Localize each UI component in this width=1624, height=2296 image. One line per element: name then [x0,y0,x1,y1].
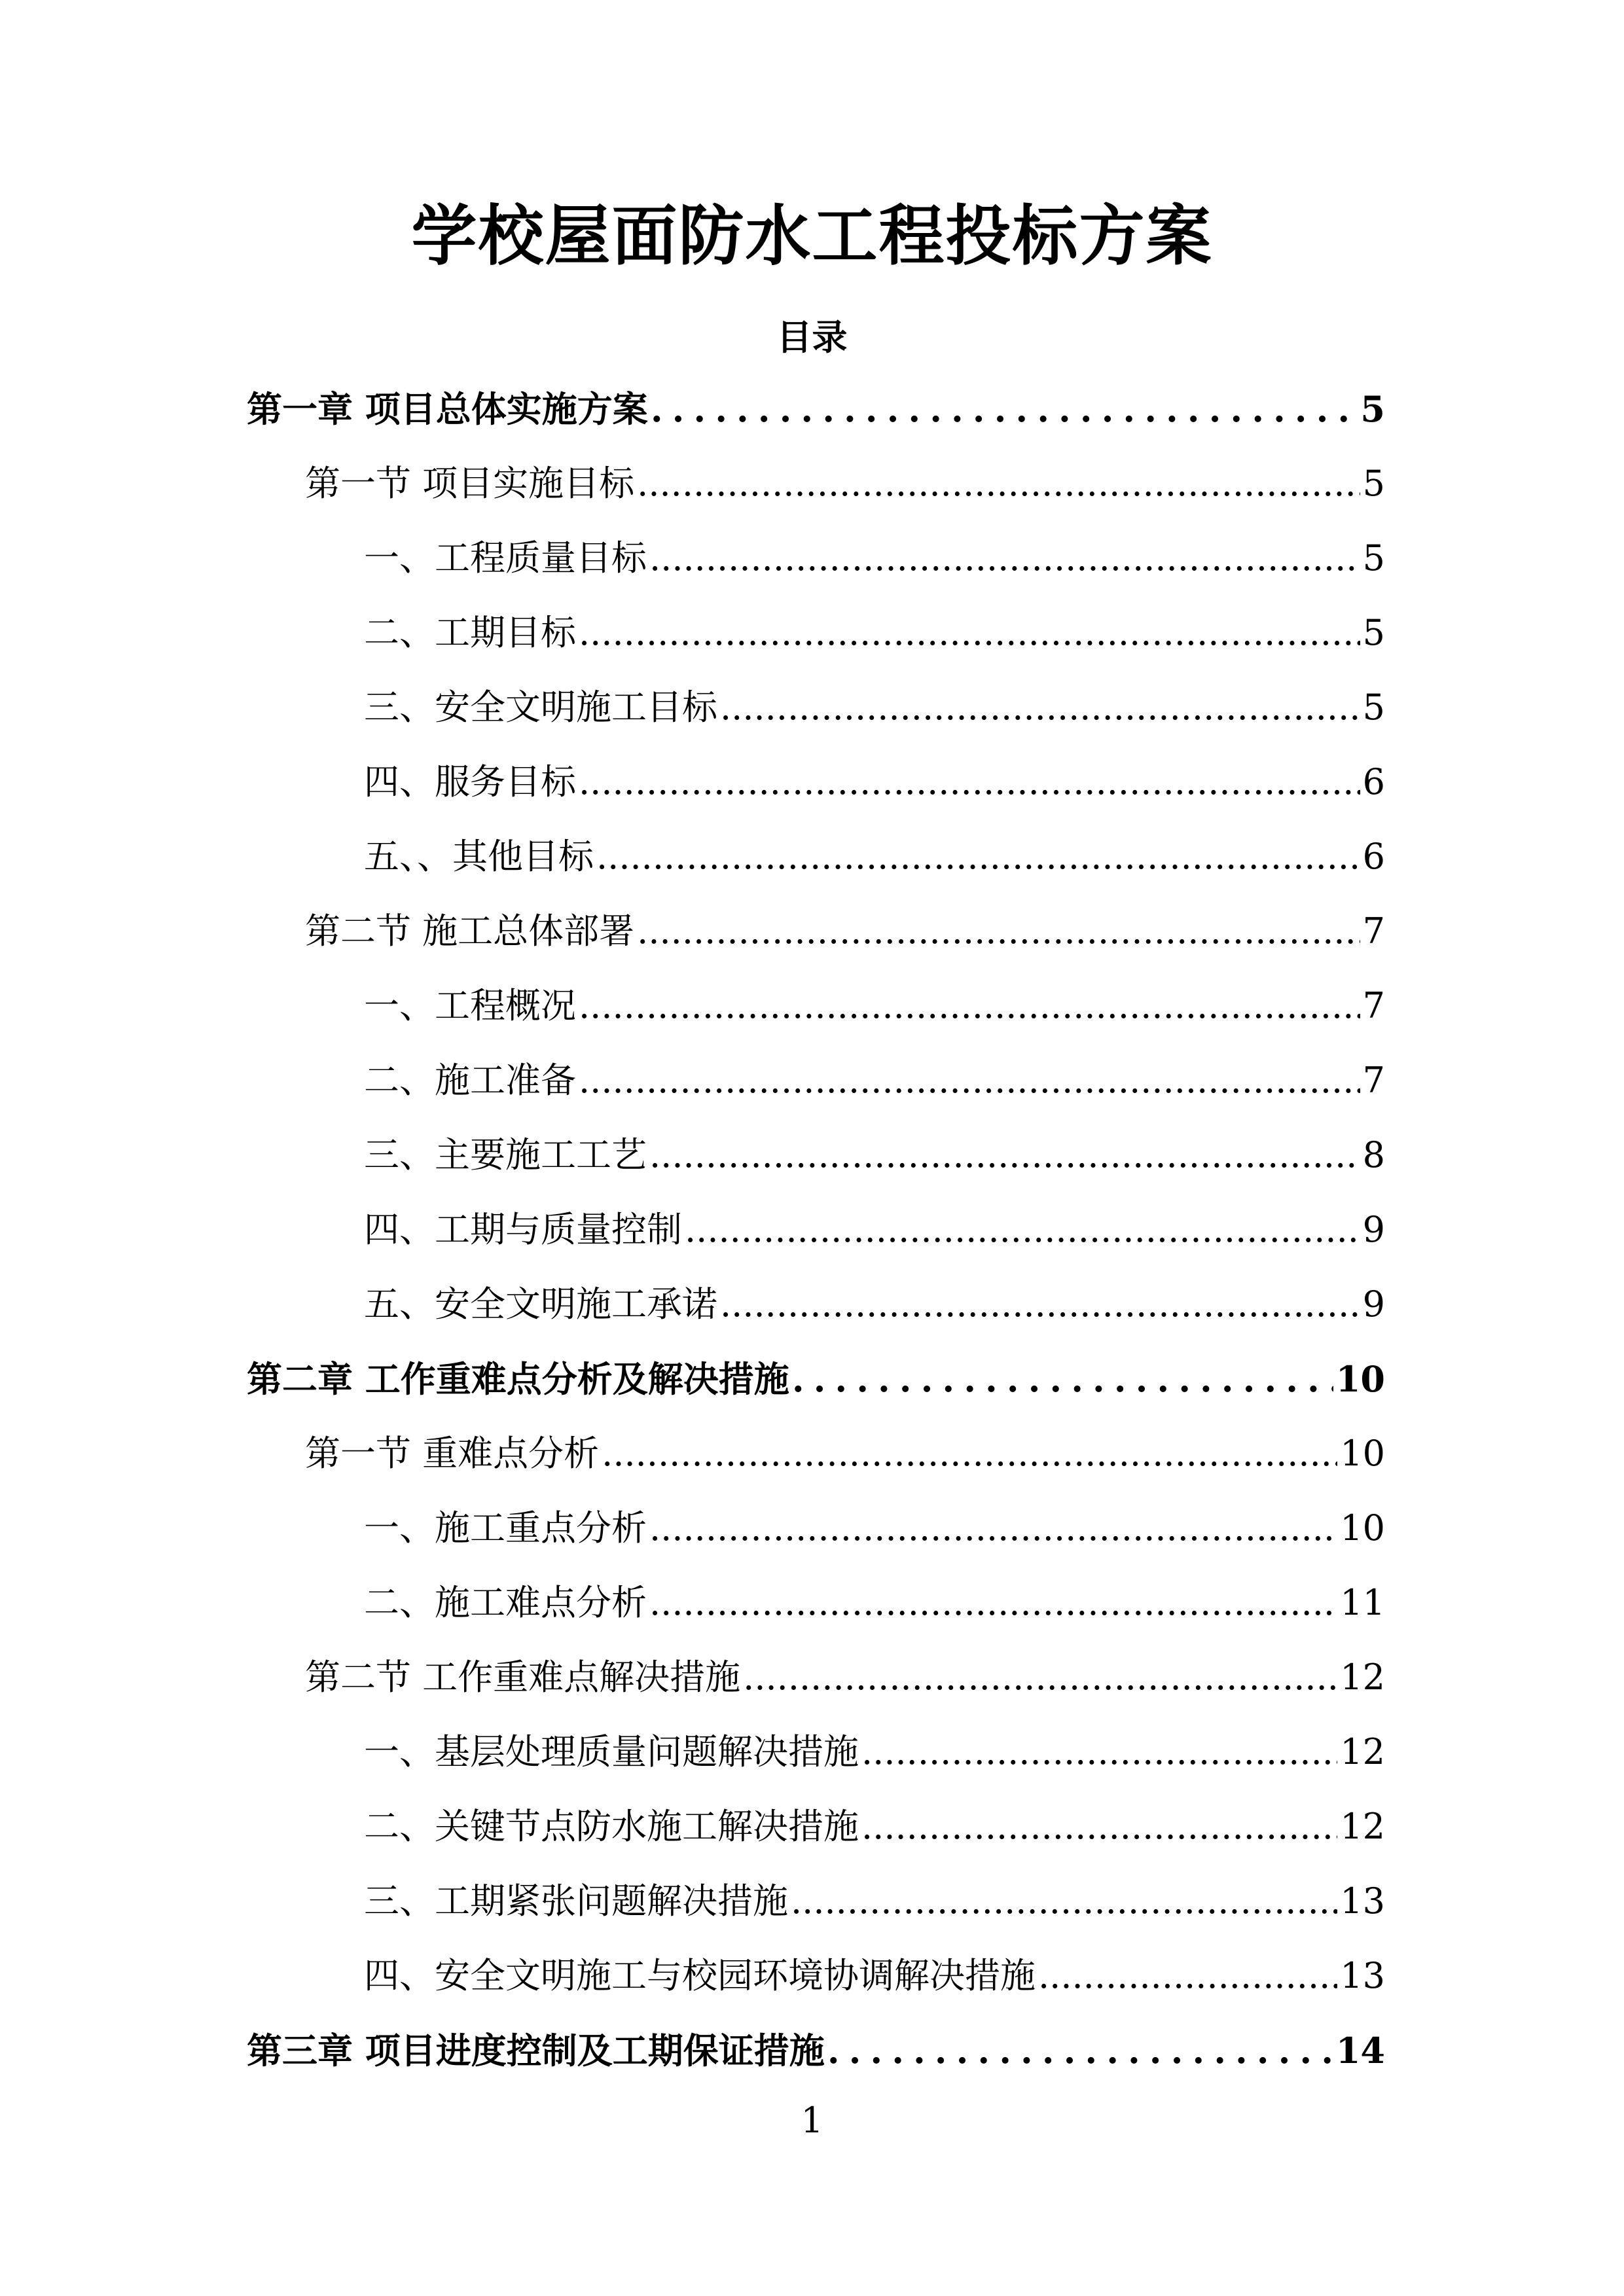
toc-entry-label: 第二章 工作重难点分析及解决措施 [247,1358,789,1400]
toc-leader-dots [649,535,1360,581]
toc-entry-page: 5 [1360,388,1385,430]
toc-entry-page: 7 [1362,910,1385,952]
toc-entry-item[interactable] [364,834,1385,880]
toc-entry-label: 一、基层处理质量问题解决措施 [364,1731,859,1772]
toc-entry-page: 5 [1362,612,1385,653]
toc-entry-label: 第二节 施工总体部署 [305,910,635,952]
toc-entry-page: 10 [1340,1433,1385,1474]
toc-entry-chapter[interactable] [247,2028,1385,2073]
toc-leader-dots [637,908,1360,954]
toc-entry-page: 7 [1362,1060,1385,1101]
toc-entry-page: 14 [1335,2030,1385,2072]
toc-entry-label: 第三章 项目进度控制及工期保证措施 [247,2030,825,2072]
toc-entry-label: 二、工期目标 [364,612,576,653]
toc-entry-page: 11 [1340,1582,1385,1623]
toc-entry-label: 第一节 重难点分析 [305,1433,600,1474]
toc-entry-page: 8 [1362,1134,1385,1175]
toc-entry-page: 9 [1362,1209,1385,1250]
toc-entry-page: 5 [1362,687,1385,728]
toc-entry-label: 一、工程概况 [364,985,576,1026]
toc-entry-label: 三、主要施工工艺 [364,1134,647,1175]
toc-entry-label: 五、、其他目标 [364,836,594,877]
toc-entry-chapter[interactable] [247,1356,1385,1402]
toc-leader-dots [579,1058,1360,1103]
toc-entry-item[interactable] [364,1132,1385,1178]
toc-entry-item[interactable] [364,685,1385,730]
toc-heading: 目录 [776,316,848,358]
toc-entry-item[interactable] [364,983,1385,1029]
toc-entry-label: 一、工程质量目标 [364,537,647,579]
toc-leader-dots [792,1356,1333,1403]
toc-leader-dots [685,1207,1360,1253]
toc-entry-label: 第一节 项目实施目标 [305,463,635,504]
toc-entry-label: 三、工期紧张问题解决措施 [364,1880,788,1922]
toc-leader-dots [649,1505,1337,1551]
document-title: 学校屋面防水工程投标方案 [411,197,1213,274]
toc-entry-label: 一、施工重点分析 [364,1507,647,1549]
toc-leader-dots [720,685,1360,730]
toc-entry-item[interactable] [364,1804,1385,1850]
toc-entry-label: 四、服务目标 [364,761,576,802]
toc-entry-page: 12 [1340,1731,1385,1772]
toc-leader-dots [637,461,1360,507]
toc-leader-dots [720,1282,1360,1327]
toc-entry-page: 6 [1362,761,1385,802]
toc-entry-item[interactable] [364,1729,1385,1775]
toc-entry-item[interactable] [364,1878,1385,1924]
toc-entry-label: 二、施工准备 [364,1060,576,1101]
toc-entry-section[interactable] [305,461,1385,507]
toc-leader-dots [1038,1953,1337,1999]
toc-leader-dots [743,1655,1337,1700]
page-number: 1 [801,2100,823,2141]
toc-entry-page: 9 [1362,1283,1385,1325]
toc-entry-page: 13 [1340,1880,1385,1922]
toc-leader-dots [861,1729,1337,1775]
toc-entry-label: 二、施工难点分析 [364,1582,647,1623]
toc-entry-item[interactable] [364,610,1385,656]
toc-entry-item[interactable] [364,759,1385,805]
toc-entry-page: 10 [1335,1358,1385,1400]
toc-leader-dots [791,1878,1337,1924]
toc-leader-dots [827,2028,1333,2074]
toc-entry-page: 7 [1362,985,1385,1026]
toc-entry-item[interactable] [364,1207,1385,1253]
toc-entry-page: 5 [1362,537,1385,579]
toc-entry-label: 五、安全文明施工承诺 [364,1283,717,1325]
toc-entry-section[interactable] [305,1431,1385,1477]
toc-entry-item[interactable] [364,1953,1385,1999]
toc-entry-page: 13 [1340,1955,1385,1996]
toc-leader-dots [649,1132,1360,1178]
toc-entry-page: 10 [1340,1507,1385,1549]
toc-entry-page: 6 [1362,836,1385,877]
toc-leader-dots [579,759,1360,805]
toc-entry-item[interactable] [364,1580,1385,1626]
toc-entry-item[interactable] [364,535,1385,581]
toc-leader-dots [861,1804,1337,1850]
toc-entry-page: 12 [1340,1657,1385,1698]
toc-leader-dots [651,386,1358,433]
toc-entry-item[interactable] [364,1058,1385,1103]
toc-entry-item[interactable] [364,1282,1385,1327]
toc-entry-label: 三、安全文明施工目标 [364,687,717,728]
toc-leader-dots [579,610,1360,656]
toc-entry-label: 第二节 工作重难点解决措施 [305,1657,741,1698]
toc-leader-dots [596,834,1360,880]
toc-entry-chapter[interactable] [247,386,1385,432]
toc-entry-label: 第一章 项目总体实施方案 [247,388,648,430]
toc-entry-label: 二、关键节点防水施工解决措施 [364,1806,859,1847]
toc-entry-label: 四、工期与质量控制 [364,1209,682,1250]
toc-entry-section[interactable] [305,1655,1385,1700]
toc-entry-page: 5 [1362,463,1385,504]
toc-leader-dots [602,1431,1337,1477]
toc-entry-label: 四、安全文明施工与校园环境协调解决措施 [364,1955,1036,1996]
toc-entry-page: 12 [1340,1806,1385,1847]
toc-leader-dots [579,983,1360,1029]
toc-entry-section[interactable] [305,908,1385,954]
toc-leader-dots [649,1580,1337,1626]
toc-entry-item[interactable] [364,1505,1385,1551]
